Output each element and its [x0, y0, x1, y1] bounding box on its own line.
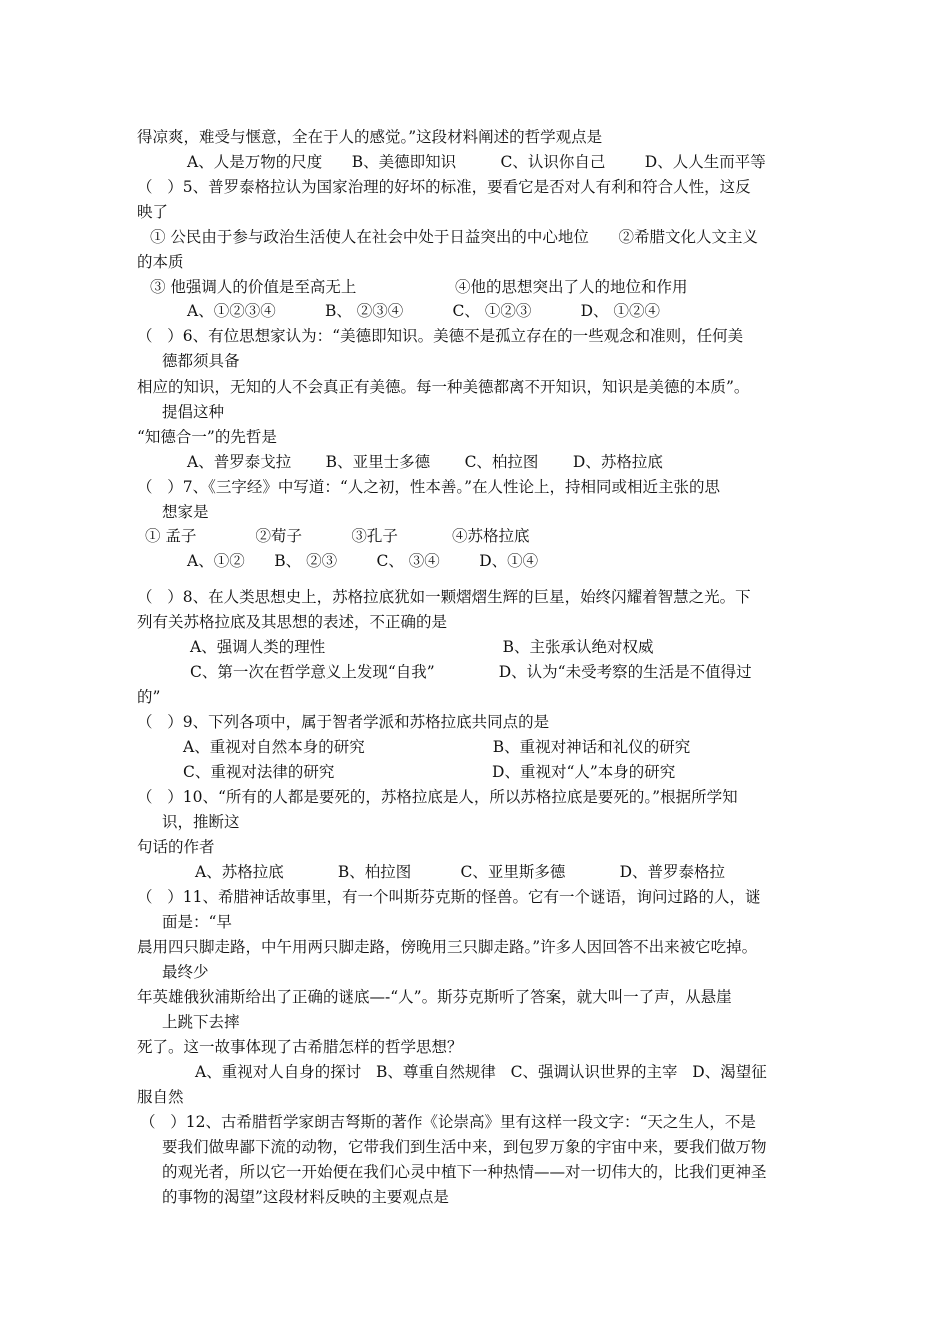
- q6-stem-cont4: “知德合一”的先哲是: [137, 428, 277, 446]
- q11-stem-cont5: 上跳下去摔: [162, 1013, 240, 1031]
- q5-options: A、①②③④ B、 ②③④ C、 ①②③ D、 ①②④: [187, 302, 660, 320]
- q12-stem: （ ）12、古希腊哲学家朗吉弩斯的著作《论崇高》里有这样一段文字：“天之生人，不是: [140, 1113, 756, 1131]
- q10-stem-cont: 识，推断这: [162, 813, 240, 831]
- q9-options-cd: C、重视对法律的研究 D、重视对“人”本身的研究: [183, 763, 676, 781]
- q11-stem-cont: 面是：“早: [162, 913, 232, 931]
- q8-stem-cont: 列有关苏格拉底及其思想的表述，不正确的是: [137, 613, 448, 631]
- q9-options-ab: A、重视对自然本身的研究 B、重视对神话和礼仪的研究: [183, 738, 691, 756]
- q6-stem-cont2: 相应的知识，无知的人不会真正有美德。每一种美德都离不开知识，知识是美德的本质”。: [137, 378, 750, 396]
- q6-stem-cont: 德都须具备: [162, 352, 240, 370]
- q8-stem: （ ）8、在人类思想史上，苏格拉底犹如一颗熠熠生辉的巨星，始终闪耀着智慧之光。下: [137, 588, 751, 606]
- q7-stem: （ ）7、《三字经》中写道：“人之初，性本善。”在人性论上，持相同或相近主张的思: [137, 478, 720, 496]
- q5-stem: （ ）5、普罗泰格拉认为国家治理的好坏的标准，要看它是否对人有利和符合人性，这反: [137, 178, 751, 196]
- q7-stem-cont: 想家是: [162, 503, 209, 521]
- q6-stem: （ ）6、有位思想家认为：“美德即知识。美德不是孤立存在的一些观念和准则，任何美: [137, 327, 744, 345]
- q5-item-1-cont: 的本质: [137, 253, 184, 271]
- q6-options: A、普罗泰戈拉 B、亚里士多德 C、柏拉图 D、苏格拉底: [187, 453, 663, 471]
- q11-options: A、重视对人自身的探讨 B、尊重自然规律 C、强调认识世界的主宰 D、渴望征: [195, 1063, 767, 1081]
- q11-question: 死了。这一故事体现了古希腊怎样的哲学思想？: [137, 1038, 463, 1056]
- q8-options-ab: A、强调人类的理性 B、主张承认绝对权威: [190, 638, 654, 656]
- q6-stem-cont3: 提倡这种: [162, 403, 225, 421]
- q10-stem-cont2: 句话的作者: [137, 838, 215, 856]
- q9-stem: （ ）9、下列各项中，属于智者学派和苏格拉底共同点的是: [137, 713, 550, 731]
- q11-stem: （ ）11、希腊神话故事里，有一个叫斯芬克斯的怪兽。它有一个谜语，询问过路的人，谜: [137, 888, 761, 906]
- q12-stem-cont2: 的观光者，所以它一开始便在我们心灵中植下一种热情——对一切伟大的，比我们更神圣: [162, 1163, 767, 1181]
- q10-options: A、苏格拉底 B、柏拉图 C、亚里斯多德 D、普罗泰格拉: [195, 863, 726, 881]
- q11-stem-cont4: 年英雄俄狄浦斯给出了正确的谜底—-“人”。斯芬克斯听了答案，就大叫一了声，从悬崖: [137, 988, 732, 1006]
- q11-options-cont: 服自然: [137, 1088, 184, 1106]
- q4-options: A、人是万物的尺度 B、美德即知识 C、认识你自己 D、人人生而平等: [187, 153, 766, 171]
- q5-item-1: ① 公民由于参与政治生活使人在社会中处于日益突出的中心地位 ②希腊文化人文主义: [150, 228, 758, 246]
- q8-options-cont: 的”: [137, 688, 161, 706]
- q7-options: A、①② B、 ②③ C、 ③④ D、①④: [187, 552, 539, 570]
- q10-stem: （ ）10、“所有的人都是要死的，苏格拉底是人，所以苏格拉底是要死的。”根据所学知: [137, 788, 738, 806]
- q11-stem-cont2: 晨用四只脚走路，中午用两只脚走路，傍晚用三只脚走路。”许多人因回答不出来被它吃掉。: [137, 938, 758, 956]
- q12-stem-cont: 要我们做卑鄙下流的动物，它带我们到生活中来，到包罗万象的宇宙中来，要我们做万物: [162, 1138, 767, 1156]
- q8-options-cd: C、第一次在哲学意义上发现“自我” D、认为“未受考察的生活是不值得过: [190, 663, 752, 681]
- q7-items: ① 孟子 ②荀子 ③孔子 ④苏格拉底: [145, 527, 530, 545]
- q5-stem-cont: 映了: [137, 203, 169, 221]
- q4-stem-tail: 得凉爽，难受与惬意，全在于人的感觉。”这段材料阐述的哲学观点是: [137, 128, 603, 146]
- q5-item-3: ③ 他强调人的价值是至高无上 ④他的思想突出了人的地位和作用: [150, 278, 688, 296]
- q12-stem-cont3: 的事物的渴望”这段材料反映的主要观点是: [162, 1188, 449, 1206]
- q11-stem-cont3: 最终少: [162, 963, 209, 981]
